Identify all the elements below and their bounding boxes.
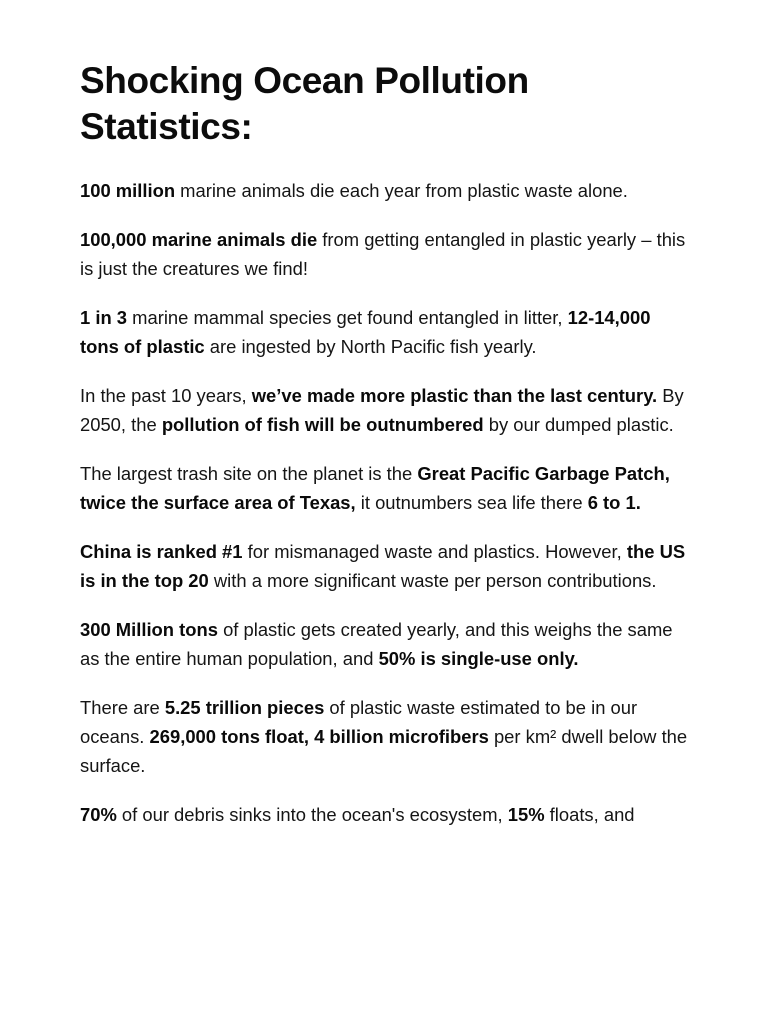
stat-paragraph bbox=[80, 303, 692, 361]
stat-paragraph bbox=[80, 176, 692, 205]
stat-text: are ingested by North Pacific fish yearly. bbox=[204, 336, 537, 357]
stat-highlight: we’ve made more plastic than the last century. bbox=[251, 385, 658, 406]
stat-highlight: 70% bbox=[80, 804, 117, 825]
stat-highlight: 5.25 trillion pieces bbox=[164, 697, 325, 718]
stat-text: of plastic waste estimated to be in our oceans. bbox=[80, 697, 638, 747]
stat-highlight: 6 to 1. bbox=[587, 492, 641, 513]
stat-paragraph bbox=[80, 537, 692, 595]
stat-paragraph bbox=[80, 459, 692, 517]
stat-highlight: China is ranked #1 bbox=[80, 541, 243, 562]
stat-text: per km² dwell below the surface. bbox=[80, 726, 688, 776]
stat-text: it outnumbers sea life there bbox=[355, 492, 588, 513]
stat-text: for mismanaged waste and plastics. However, bbox=[242, 541, 627, 562]
stat-text: marine animals die each year from plastic waste alone. bbox=[175, 180, 628, 201]
stat-text: of our debris sinks into the ocean's ecosystem, bbox=[116, 804, 508, 825]
stat-text: of plastic gets created yearly, and this weighs the same as the entire human population, and bbox=[80, 619, 673, 669]
stat-text: By 2050, the bbox=[80, 385, 684, 435]
stat-text: with a more significant waste per person contributions. bbox=[208, 570, 657, 591]
stat-text: There are bbox=[80, 697, 165, 718]
stat-text: In the past 10 years, bbox=[80, 385, 252, 406]
stat-highlight: 100 million bbox=[80, 180, 176, 201]
stat-text: by our dumped plastic. bbox=[483, 414, 674, 435]
stat-paragraph bbox=[80, 615, 692, 673]
stat-paragraph bbox=[80, 800, 692, 829]
stat-highlight: 12-14,000 tons of plastic bbox=[80, 307, 651, 357]
stat-paragraph bbox=[80, 381, 692, 439]
stat-text: marine mammal species get found entangled in litter, bbox=[127, 307, 568, 328]
stat-highlight: 15% bbox=[507, 804, 545, 825]
stat-text: floats, and bbox=[544, 804, 635, 825]
stat-highlight: the US is in the top 20 bbox=[80, 541, 686, 591]
article-title: Shocking Ocean Pollution Statistics: bbox=[80, 60, 529, 147]
stat-text: The largest trash site on the planet is the bbox=[80, 463, 418, 484]
stat-paragraph bbox=[80, 693, 692, 780]
stat-highlight: 100,000 marine animals die bbox=[80, 229, 318, 250]
article bbox=[80, 58, 692, 849]
stat-highlight: 269,000 tons float, 4 billion microfibers bbox=[149, 726, 489, 747]
stat-highlight: 50% is single-use only. bbox=[378, 648, 579, 669]
stat-text: from getting entangled in plastic yearly – this is just the creatures we find! bbox=[80, 229, 686, 279]
stat-paragraph bbox=[80, 225, 692, 283]
stat-highlight: pollution of fish will be outnumbered bbox=[161, 414, 484, 435]
stat-highlight: 300 Million tons bbox=[80, 619, 218, 640]
stat-highlight: Great Pacific Garbage Patch, twice the surface area of Texas, bbox=[80, 463, 670, 513]
stat-highlight: 1 in 3 bbox=[80, 307, 128, 328]
